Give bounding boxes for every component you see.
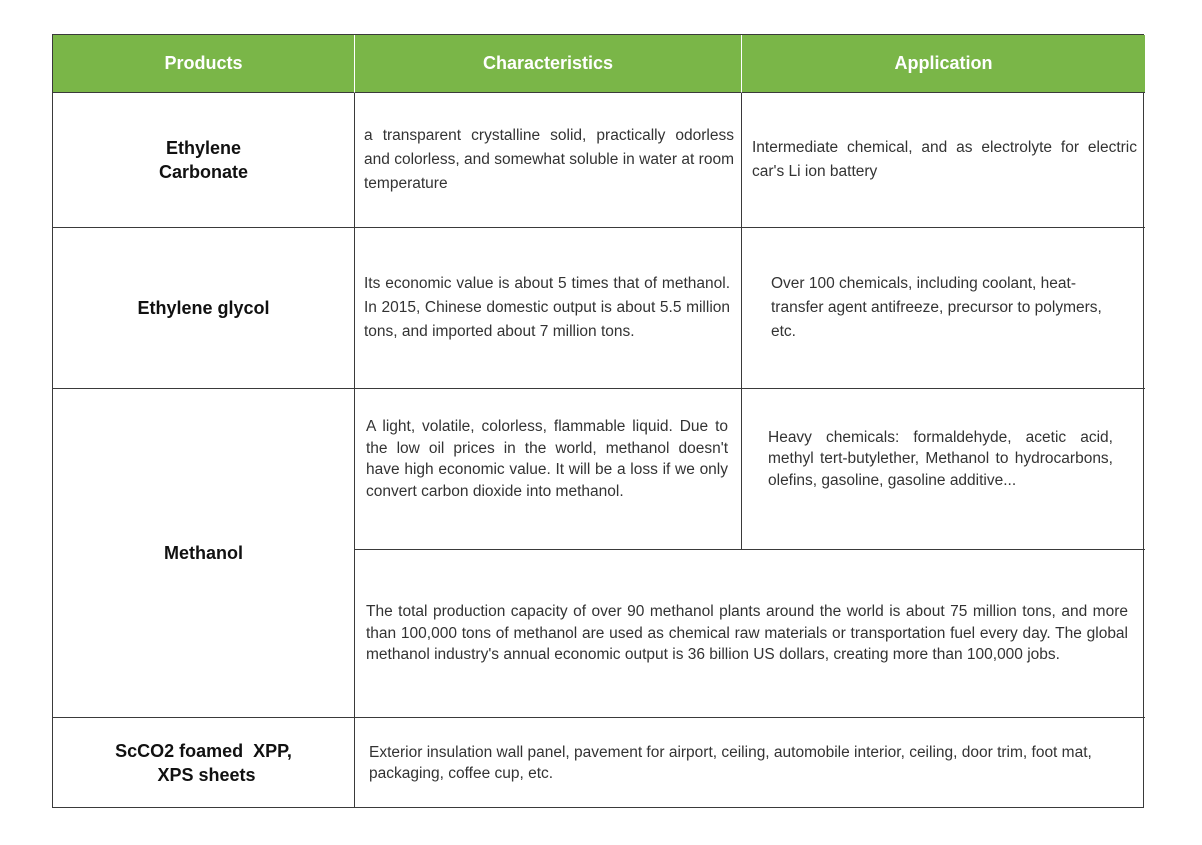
characteristics-text: Its economic value is about 5 times that of methanol. In 2015, Chinese domestic output is about 5.5 million tons, and imported about 7 million tons. xyxy=(364,275,730,340)
characteristics-text: a transparent crystalline solid, practically odorless and colorless, and somewhat soluble in water at room temperature xyxy=(364,127,734,192)
product-name-line: Carbonate xyxy=(158,162,248,182)
product-name-line: Methanol xyxy=(164,543,243,563)
product-ethylene-carbonate xyxy=(53,93,355,228)
application-cell xyxy=(742,228,1145,389)
application-text: Heavy chemicals: formaldehyde, acetic acid, methyl tert-butylether, Methanol to hydrocarbons, olefins, gasoline, gasoline additive... xyxy=(768,428,1113,489)
application-cell xyxy=(742,389,1145,550)
characteristics-cell xyxy=(355,389,742,550)
header-characteristics: Characteristics xyxy=(355,35,742,93)
methanol-industry-note xyxy=(355,550,1145,718)
product-ethylene-glycol xyxy=(53,228,355,389)
header-products: Products xyxy=(53,35,355,93)
header-application: Application xyxy=(742,35,1145,93)
application-text: Exterior insulation wall panel, pavement for airport, ceiling, automobile interior, ceiling, door trim, foot mat, packaging, coffee cup, etc. xyxy=(369,743,1092,782)
product-scco2-foamed-sheets xyxy=(53,718,355,808)
characteristics-cell xyxy=(355,93,742,228)
product-name-line: XPS sheets xyxy=(157,765,256,785)
product-name-line: Ethylene glycol xyxy=(137,298,270,318)
product-name-line: ScCO2 foamed XPP, xyxy=(115,741,292,761)
characteristics-cell xyxy=(355,228,742,389)
application-cell xyxy=(355,718,1145,808)
characteristics-text: A light, volatile, colorless, flammable liquid. Due to the low oil prices in the world, methanol doesn't have high economic value. It will be a loss if we only convert carbon dioxide into methanol. xyxy=(366,418,728,500)
application-text: Over 100 chemicals, including coolant, heat-transfer agent antifreeze, precursor to polymers, etc. xyxy=(771,275,1102,340)
product-name-line: Ethylene xyxy=(165,138,241,158)
products-table xyxy=(52,34,1144,808)
product-methanol xyxy=(53,389,355,718)
note-text: The total production capacity of over 90 methanol plants around the world is about 75 million tons, and more than 100,000 tons of methanol are used as chemical raw materials or transportation fuel every day. The global methanol industry's annual economic output is 36 billion US dollars, creating more than 100,000 jobs. xyxy=(366,603,1128,664)
application-cell xyxy=(742,93,1145,228)
application-text: Intermediate chemical, and as electrolyte for electric car's Li ion battery xyxy=(752,139,1137,180)
